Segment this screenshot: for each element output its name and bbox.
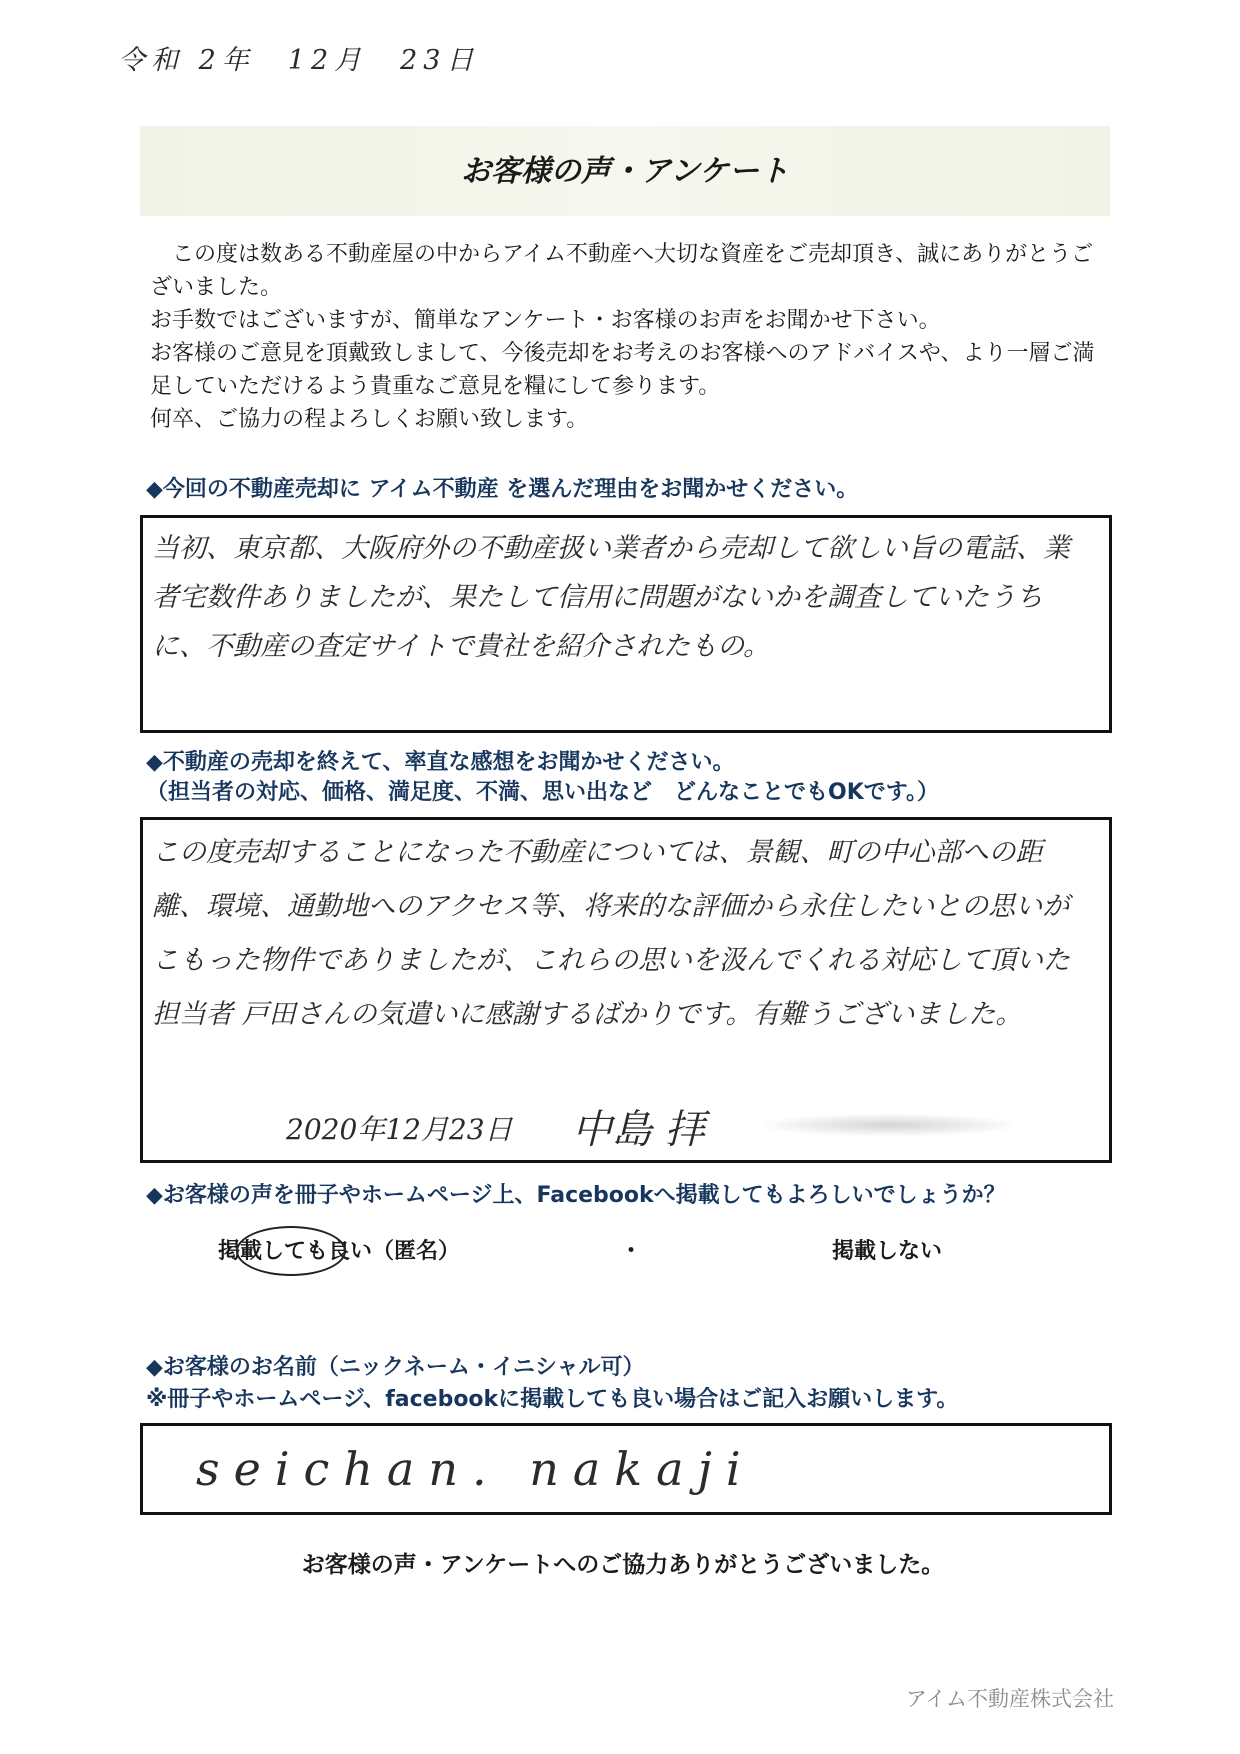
answer-reason: 当初、東京都、大阪府外の不動産扱い業者から売却して欲しい旨の電話、業者宅数件ありましたが、果たして信用に問題がないかを調査していたうちに、不動産の査定サイトで貴社を紹介されたもの。 — [152, 533, 1070, 662]
intro-line: お客様のご意見を頂戴致しまして、今後売却をお考えのお客様へのアドバイスや、より一層ご満足していただけるよう貴重なご意見を糧にして参ります。 — [150, 341, 1095, 399]
answer-impression: この度売却することになった不動産については、景観、町の中心部への距離、環境、通勤地へのアクセス等、将来的な評価から永住したいとの思いがこもった物件でありましたが、これらの思いを汲んでくれる対応して頂いた担当者 戸田さんの気遣いに感謝するばかりです。有難うございました。 — [152, 837, 1070, 1030]
answer-name: seichan. nakaji — [196, 1442, 755, 1496]
company-name: アイム不動産株式会社 — [905, 1687, 1114, 1711]
question-impression-sublabel: （担当者の対応、価格、満足度、不満、思い出など どんなことでもOKです。） — [146, 780, 939, 805]
question-name-label: ◆お客様のお名前（ニックネーム・イニシャル可） — [146, 1355, 645, 1380]
intro-line: お手数ではございますが、簡単なアンケート・お客様のお声をお聞かせ下さい。 — [150, 308, 941, 333]
option-publish-anonymous[interactable]: 掲載しても良い（匿名） — [218, 1239, 461, 1264]
signoff-date: 2020年12月23日 — [286, 1113, 513, 1146]
question-reason-label: ◆今回の不動産売却に アイム不動産 を選んだ理由をお聞かせください。 — [146, 477, 859, 502]
page-title: お客様の声・アンケート — [460, 154, 790, 189]
redacted-smudge — [764, 1114, 1014, 1136]
option-separator: ・ — [620, 1239, 643, 1264]
intro-line: この度は数ある不動産屋の中からアイム不動産へ大切な資産をご売却頂き、誠にありがとうございました。 — [150, 242, 1094, 300]
intro-text — [150, 238, 1100, 436]
question-impression-label: ◆不動産の売却を終えて、率直な感想をお聞かせください。 — [146, 750, 735, 775]
question-name-note: ※冊子やホームページ、facebookに掲載しても良い場合はご記入お願いします。 — [146, 1387, 959, 1412]
closing-message: お客様の声・アンケートへのご協力ありがとうございました。 — [301, 1552, 945, 1578]
handwritten-date: 令和 2年 12月 23日 — [118, 45, 480, 76]
intro-line: 何卒、ご協力の程よろしくお願い致します。 — [150, 407, 589, 432]
selected-circle-mark — [236, 1226, 346, 1276]
option-do-not-publish[interactable]: 掲載しない — [832, 1239, 943, 1264]
question-publish-label: ◆お客様の声を冊子やホームページ上、Facebookへ掲載してもよろしいでしょうか？ — [146, 1183, 1006, 1208]
signoff-name: 中島 拝 — [572, 1107, 705, 1153]
